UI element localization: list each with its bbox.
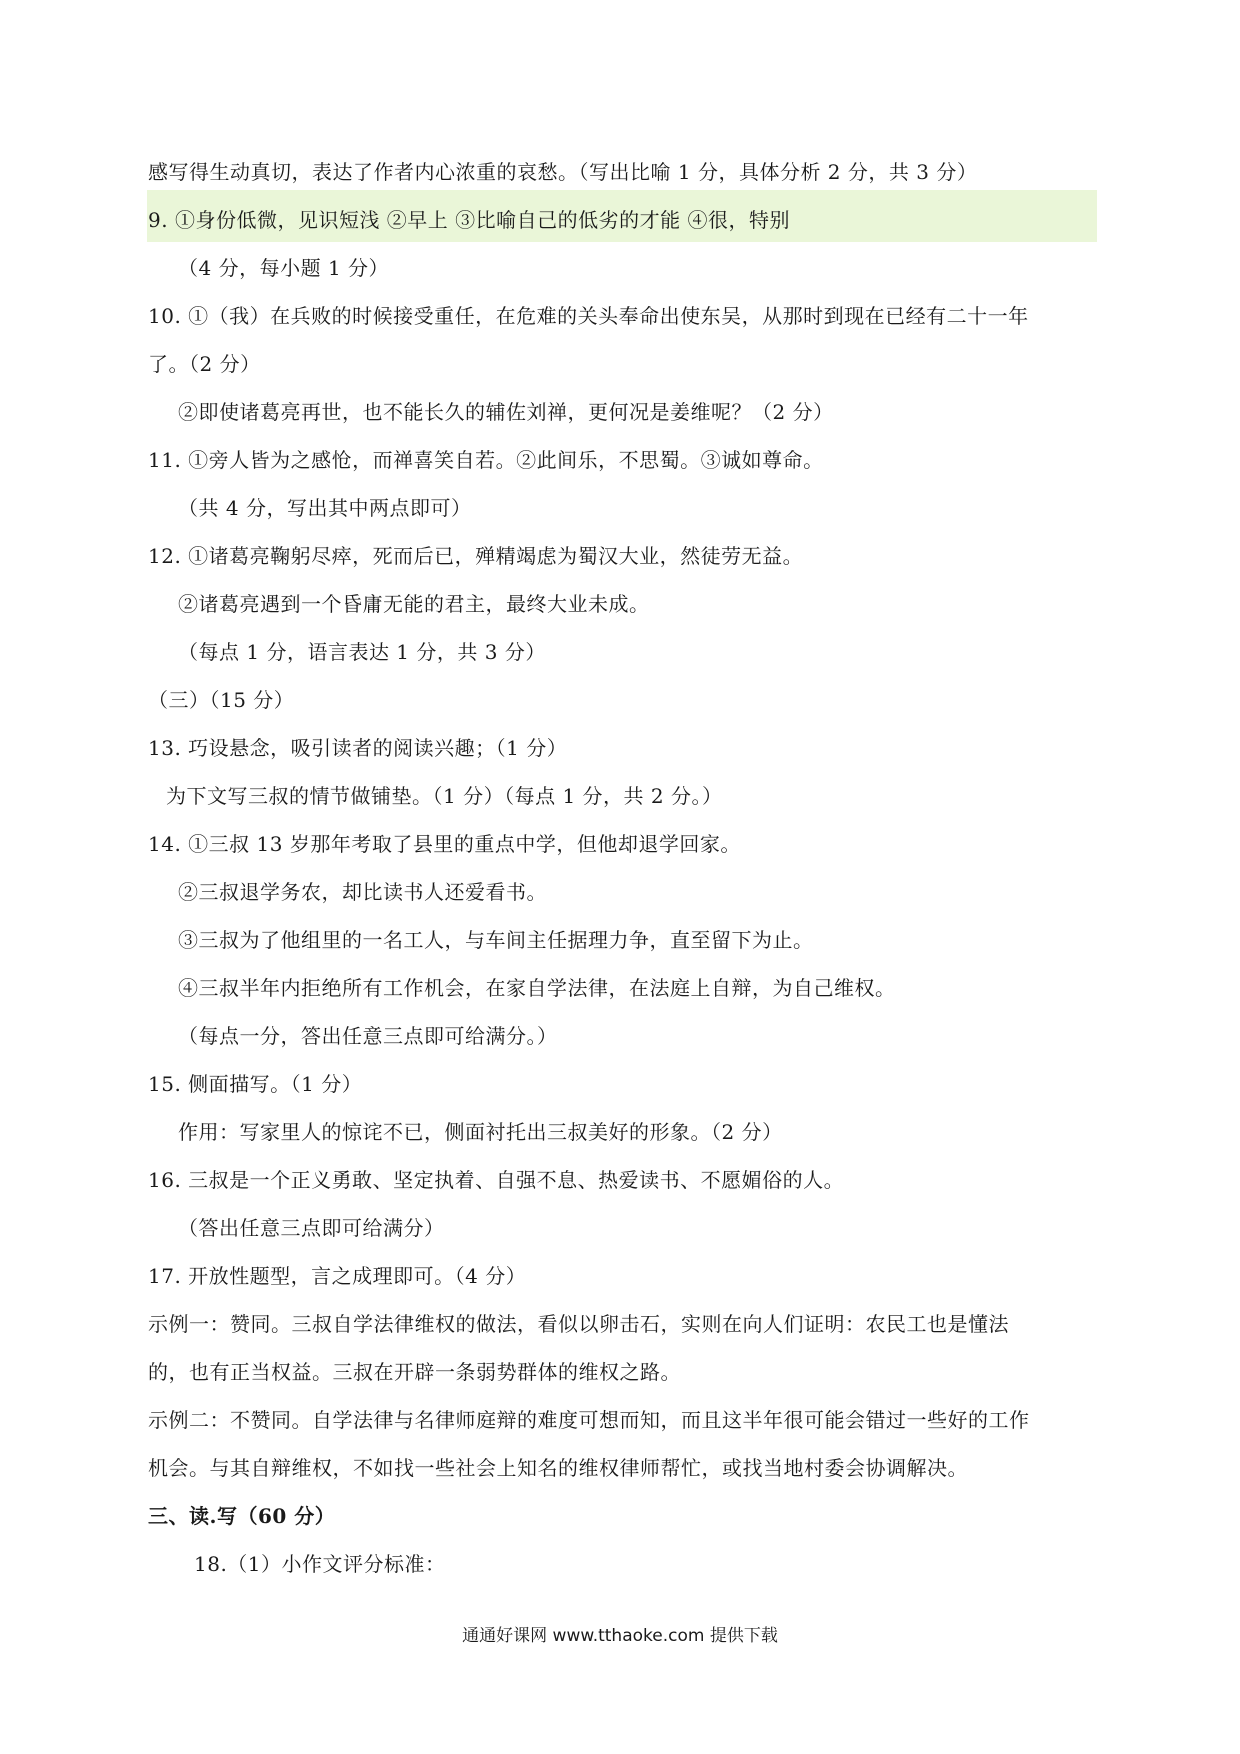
- answer-16: 16. 三叔是一个正义勇敢、坚定执着、自强不息、热爱读书、不愿媚俗的人。: [148, 1168, 845, 1192]
- answer-13: 13. 巧设悬念，吸引读者的阅读兴趣；（1 分）: [148, 736, 568, 760]
- answer-14: 14. ①三叔 13 岁那年考取了县里的重点中学，但他却退学回家。: [148, 832, 741, 856]
- section-heading: （三）（15 分）: [148, 688, 295, 712]
- answer-9: 9. ①身份低微，见识短浅 ②早上 ③比喻自己的低劣的才能 ④很，特别: [148, 208, 791, 232]
- text-line: ③三叔为了他组里的一名工人，与车间主任据理力争，直至留下为止。: [178, 928, 814, 952]
- example-two: 示例二：不赞同。自学法律与名律师庭辩的难度可想而知，而且这半年很可能会错过一些好的工作: [148, 1408, 1030, 1432]
- answer-18: 18.（1）小作文评分标准：: [194, 1552, 446, 1576]
- text-line: （答出任意三点即可给满分）: [178, 1216, 445, 1240]
- text-line: （4 分，每小题 1 分）: [178, 256, 390, 280]
- text-line: ④三叔半年内拒绝所有工作机会，在家自学法律，在法庭上自辩，为自己维权。: [178, 976, 896, 1000]
- text-line: ②即使诸葛亮再世，也不能长久的辅佐刘禅，更何况是姜维呢？（2 分）: [178, 400, 834, 424]
- example-one: 示例一：赞同。三叔自学法律维权的做法，看似以卵击石，实则在向人们证明：农民工也是懂法: [148, 1312, 1009, 1336]
- text-line: （共 4 分，写出其中两点即可）: [178, 496, 472, 520]
- answer-17: 17. 开放性题型，言之成理即可。（4 分）: [148, 1264, 527, 1288]
- footer-source: 通通好课网 www.tthaoke.com 提供下载: [462, 1626, 778, 1646]
- text-line: 为下文写三叔的情节做铺垫。（1 分）（每点 1 分，共 2 分。）: [166, 784, 723, 808]
- text-line: 机会。与其自辩维权，不如找一些社会上知名的维权律师帮忙，或找当地村委会协调解决。: [148, 1456, 968, 1480]
- text-line: ②三叔退学务农，却比读书人还爱看书。: [178, 880, 547, 904]
- text-line: 的，也有正当权益。三叔在开辟一条弱势群体的维权之路。: [148, 1360, 681, 1384]
- section-heading-reading-writing: 三、读.写（60 分）: [148, 1504, 336, 1528]
- answer-10: 10. ①（我）在兵败的时候接受重任，在危难的关头奉命出使东吴，从那时到现在已经有二十一年: [148, 304, 1029, 328]
- text-line: ②诸葛亮遇到一个昏庸无能的君主，最终大业未成。: [178, 592, 650, 616]
- text-line: （每点一分，答出任意三点即可给满分。）: [178, 1024, 558, 1048]
- text-line: 了。（2 分）: [148, 352, 261, 376]
- text-line: 作用：写家里人的惊诧不已，侧面衬托出三叔美好的形象。（2 分）: [178, 1120, 783, 1144]
- answer-12: 12. ①诸葛亮鞠躬尽瘁，死而后已，殚精竭虑为蜀汉大业，然徒劳无益。: [148, 544, 804, 568]
- text-line: 感写得生动真切，表达了作者内心浓重的哀愁。（写出比喻 1 分，具体分析 2 分，共 3 分）: [148, 160, 978, 184]
- text-line: （每点 1 分，语言表达 1 分，共 3 分）: [178, 640, 546, 664]
- answer-11: 11. ①旁人皆为之感怆，而禅喜笑自若。②此间乐，不思蜀。③诚如尊命。: [148, 448, 824, 472]
- answer-15: 15. 侧面描写。（1 分）: [148, 1072, 363, 1096]
